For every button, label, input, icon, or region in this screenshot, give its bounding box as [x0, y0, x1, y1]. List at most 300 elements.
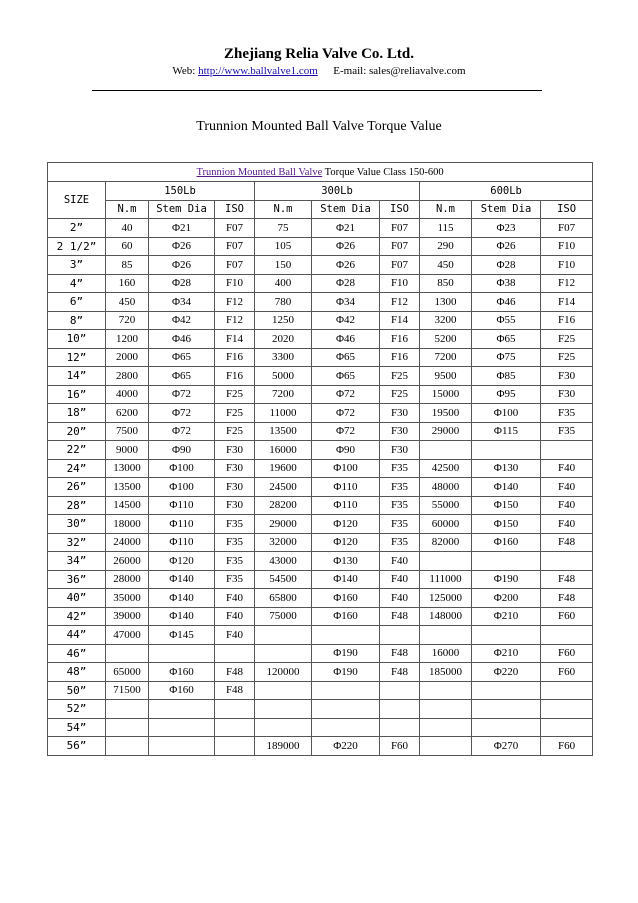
table-row	[48, 496, 593, 515]
cell-nm-600: 9500	[420, 367, 472, 386]
cell-stem-dia-300: Φ26	[312, 256, 380, 275]
cell-nm-150: 65000	[106, 663, 149, 682]
cell-stem-dia-150	[149, 644, 215, 663]
class-600lb-header: 600Lb	[420, 182, 593, 201]
cell-iso-300: F40	[380, 552, 420, 571]
cell-nm-300: 43000	[255, 552, 312, 571]
cell-iso-600	[541, 552, 593, 571]
cell-nm-150: 13500	[106, 478, 149, 497]
table-row	[48, 237, 593, 256]
iso-header: ISO	[380, 200, 420, 219]
cell-stem-dia-600	[472, 700, 541, 719]
cell-stem-dia-300: Φ120	[312, 533, 380, 552]
cell-iso-300: F12	[380, 293, 420, 312]
cell-stem-dia-300: Φ46	[312, 330, 380, 349]
cell-iso-150	[215, 700, 255, 719]
cell-iso-600: F10	[541, 256, 593, 275]
table-row	[48, 422, 593, 441]
cell-nm-600: 16000	[420, 644, 472, 663]
cell-stem-dia-150: Φ65	[149, 348, 215, 367]
cell-iso-600: F16	[541, 311, 593, 330]
table-row	[48, 700, 593, 719]
table-caption-row	[48, 163, 593, 182]
cell-stem-dia-300	[312, 700, 380, 719]
cell-stem-dia-300: Φ140	[312, 570, 380, 589]
cell-iso-600: F60	[541, 737, 593, 756]
cell-stem-dia-150: Φ140	[149, 570, 215, 589]
cell-size: 20”	[48, 422, 106, 441]
cell-nm-150	[106, 644, 149, 663]
cell-nm-150: 71500	[106, 681, 149, 700]
cell-stem-dia-300: Φ190	[312, 644, 380, 663]
website-link[interactable]: http://www.ballvalve1.com	[198, 65, 318, 77]
cell-stem-dia-600: Φ220	[472, 663, 541, 682]
cell-stem-dia-300: Φ160	[312, 607, 380, 626]
cell-nm-150	[106, 718, 149, 737]
cell-nm-600: 111000	[420, 570, 472, 589]
cell-stem-dia-300	[312, 718, 380, 737]
cell-nm-300	[255, 626, 312, 645]
cell-nm-300: 19600	[255, 459, 312, 478]
cell-stem-dia-600	[472, 718, 541, 737]
table-row	[48, 441, 593, 460]
cell-iso-150: F07	[215, 256, 255, 275]
cell-iso-150: F30	[215, 441, 255, 460]
iso-header: ISO	[215, 200, 255, 219]
cell-nm-300: 28200	[255, 496, 312, 515]
cell-iso-600: F35	[541, 404, 593, 423]
cell-iso-150	[215, 737, 255, 756]
cell-stem-dia-150: Φ46	[149, 330, 215, 349]
cell-stem-dia-600: Φ115	[472, 422, 541, 441]
cell-stem-dia-150: Φ72	[149, 404, 215, 423]
cell-iso-300: F48	[380, 663, 420, 682]
cell-iso-300: F14	[380, 311, 420, 330]
cell-stem-dia-300: Φ26	[312, 237, 380, 256]
caption-link[interactable]: Trunnion Mounted Ball Valve	[196, 166, 323, 178]
cell-size: 50”	[48, 681, 106, 700]
table-row	[48, 515, 593, 534]
cell-iso-300	[380, 718, 420, 737]
cell-stem-dia-300: Φ110	[312, 496, 380, 515]
cell-nm-600: 7200	[420, 348, 472, 367]
cell-nm-150: 160	[106, 274, 149, 293]
cell-nm-300: 2020	[255, 330, 312, 349]
cell-iso-300: F30	[380, 422, 420, 441]
cell-iso-600	[541, 718, 593, 737]
cell-iso-600: F07	[541, 219, 593, 238]
cell-iso-600: F10	[541, 237, 593, 256]
table-row	[48, 348, 593, 367]
cell-nm-150: 4000	[106, 385, 149, 404]
cell-nm-600: 290	[420, 237, 472, 256]
cell-nm-150: 2800	[106, 367, 149, 386]
table-row	[48, 478, 593, 497]
cell-stem-dia-300	[312, 681, 380, 700]
table-row	[48, 404, 593, 423]
cell-size: 28”	[48, 496, 106, 515]
size-header: SIZE	[48, 182, 106, 219]
table-row	[48, 219, 593, 238]
cell-nm-300: 1250	[255, 311, 312, 330]
cell-stem-dia-600: Φ95	[472, 385, 541, 404]
cell-iso-300	[380, 700, 420, 719]
cell-iso-150: F48	[215, 663, 255, 682]
cell-nm-150: 18000	[106, 515, 149, 534]
email-text: E-mail: sales@reliavalve.com	[333, 65, 466, 77]
cell-iso-600: F60	[541, 644, 593, 663]
cell-iso-600: F60	[541, 607, 593, 626]
cell-nm-300: 75	[255, 219, 312, 238]
cell-iso-300: F07	[380, 256, 420, 275]
cell-size: 42”	[48, 607, 106, 626]
cell-iso-300: F25	[380, 385, 420, 404]
cell-stem-dia-150: Φ34	[149, 293, 215, 312]
cell-stem-dia-300: Φ220	[312, 737, 380, 756]
cell-size: 14”	[48, 367, 106, 386]
cell-size: 2”	[48, 219, 106, 238]
cell-stem-dia-300: Φ100	[312, 459, 380, 478]
nm-header: N.m	[420, 200, 472, 219]
cell-iso-300: F60	[380, 737, 420, 756]
table-row	[48, 330, 593, 349]
cell-nm-300: 150	[255, 256, 312, 275]
cell-stem-dia-600: Φ100	[472, 404, 541, 423]
table-row	[48, 385, 593, 404]
cell-stem-dia-300: Φ90	[312, 441, 380, 460]
cell-iso-300: F35	[380, 533, 420, 552]
cell-iso-600: F40	[541, 496, 593, 515]
table-row	[48, 256, 593, 275]
cell-stem-dia-300: Φ65	[312, 348, 380, 367]
cell-stem-dia-150: Φ42	[149, 311, 215, 330]
cell-nm-600	[420, 626, 472, 645]
cell-nm-600: 60000	[420, 515, 472, 534]
web-label: Web:	[172, 65, 196, 77]
cell-nm-150: 40	[106, 219, 149, 238]
table-row	[48, 274, 593, 293]
cell-iso-300: F40	[380, 589, 420, 608]
cell-stem-dia-600	[472, 552, 541, 571]
cell-nm-600: 148000	[420, 607, 472, 626]
cell-stem-dia-300: Φ34	[312, 293, 380, 312]
caption-text: Torque Value Class 150-600	[322, 166, 444, 178]
cell-iso-150: F16	[215, 367, 255, 386]
cell-iso-300: F35	[380, 478, 420, 497]
cell-stem-dia-600: Φ65	[472, 330, 541, 349]
torque-table	[47, 162, 593, 756]
cell-iso-300: F16	[380, 348, 420, 367]
cell-stem-dia-300: Φ130	[312, 552, 380, 571]
cell-stem-dia-150: Φ140	[149, 607, 215, 626]
cell-size: 36”	[48, 570, 106, 589]
table-row	[48, 552, 593, 571]
cell-nm-150: 13000	[106, 459, 149, 478]
stem-dia-header: Stem Dia	[149, 200, 215, 219]
table-row	[48, 626, 593, 645]
cell-stem-dia-300: Φ21	[312, 219, 380, 238]
cell-iso-600: F48	[541, 533, 593, 552]
cell-nm-150	[106, 700, 149, 719]
cell-nm-150: 47000	[106, 626, 149, 645]
cell-iso-300: F35	[380, 459, 420, 478]
cell-iso-150: F25	[215, 422, 255, 441]
cell-iso-150: F35	[215, 515, 255, 534]
cell-iso-150: F07	[215, 237, 255, 256]
cell-nm-150: 60	[106, 237, 149, 256]
cell-iso-150: F30	[215, 496, 255, 515]
cell-stem-dia-300: Φ72	[312, 385, 380, 404]
cell-nm-300: 11000	[255, 404, 312, 423]
cell-stem-dia-600: Φ26	[472, 237, 541, 256]
cell-nm-300: 54500	[255, 570, 312, 589]
cell-iso-300: F35	[380, 515, 420, 534]
cell-stem-dia-150: Φ120	[149, 552, 215, 571]
cell-stem-dia-300: Φ42	[312, 311, 380, 330]
cell-nm-150: 35000	[106, 589, 149, 608]
cell-stem-dia-150: Φ160	[149, 663, 215, 682]
cell-iso-150: F35	[215, 533, 255, 552]
cell-size: 26”	[48, 478, 106, 497]
cell-stem-dia-300: Φ28	[312, 274, 380, 293]
cell-stem-dia-150: Φ90	[149, 441, 215, 460]
cell-iso-300: F30	[380, 441, 420, 460]
cell-iso-600: F40	[541, 459, 593, 478]
cell-stem-dia-300	[312, 626, 380, 645]
cell-nm-150: 720	[106, 311, 149, 330]
cell-nm-300: 29000	[255, 515, 312, 534]
cell-iso-150	[215, 718, 255, 737]
cell-iso-300: F10	[380, 274, 420, 293]
cell-iso-150: F35	[215, 570, 255, 589]
cell-nm-600	[420, 441, 472, 460]
table-row	[48, 533, 593, 552]
cell-stem-dia-600: Φ210	[472, 607, 541, 626]
cell-iso-300: F30	[380, 404, 420, 423]
cell-iso-150	[215, 644, 255, 663]
cell-size: 56”	[48, 737, 106, 756]
cell-stem-dia-600: Φ38	[472, 274, 541, 293]
cell-stem-dia-150: Φ26	[149, 237, 215, 256]
cell-nm-600: 185000	[420, 663, 472, 682]
cell-stem-dia-150	[149, 700, 215, 719]
cell-nm-600: 450	[420, 256, 472, 275]
cell-size: 32”	[48, 533, 106, 552]
cell-size: 30”	[48, 515, 106, 534]
cell-iso-150: F10	[215, 274, 255, 293]
cell-nm-600: 125000	[420, 589, 472, 608]
class-150lb-header: 150Lb	[106, 182, 255, 201]
cell-iso-300	[380, 626, 420, 645]
cell-size: 16”	[48, 385, 106, 404]
cell-iso-150: F40	[215, 589, 255, 608]
cell-nm-600: 29000	[420, 422, 472, 441]
cell-nm-600: 55000	[420, 496, 472, 515]
cell-stem-dia-600: Φ130	[472, 459, 541, 478]
cell-nm-300: 105	[255, 237, 312, 256]
cell-stem-dia-150: Φ72	[149, 385, 215, 404]
cell-size: 2 1/2”	[48, 237, 106, 256]
cell-nm-600	[420, 681, 472, 700]
cell-stem-dia-150: Φ145	[149, 626, 215, 645]
cell-iso-600: F60	[541, 663, 593, 682]
cell-stem-dia-600: Φ210	[472, 644, 541, 663]
cell-iso-300: F07	[380, 219, 420, 238]
cell-iso-600: F48	[541, 589, 593, 608]
cell-nm-600: 3200	[420, 311, 472, 330]
cell-iso-300: F48	[380, 607, 420, 626]
cell-nm-600: 850	[420, 274, 472, 293]
cell-nm-300: 65800	[255, 589, 312, 608]
nm-header: N.m	[106, 200, 149, 219]
cell-iso-150: F40	[215, 607, 255, 626]
cell-nm-300: 75000	[255, 607, 312, 626]
cell-nm-600: 42500	[420, 459, 472, 478]
cell-stem-dia-300: Φ72	[312, 404, 380, 423]
cell-stem-dia-600: Φ190	[472, 570, 541, 589]
cell-nm-600: 19500	[420, 404, 472, 423]
cell-stem-dia-600	[472, 626, 541, 645]
cell-nm-300	[255, 681, 312, 700]
cell-nm-150: 6200	[106, 404, 149, 423]
table-row	[48, 607, 593, 626]
cell-nm-300: 32000	[255, 533, 312, 552]
cell-nm-600	[420, 737, 472, 756]
cell-iso-300: F48	[380, 644, 420, 663]
cell-size: 4”	[48, 274, 106, 293]
cell-iso-600: F30	[541, 385, 593, 404]
cell-nm-300: 189000	[255, 737, 312, 756]
cell-iso-600: F48	[541, 570, 593, 589]
cell-stem-dia-150: Φ160	[149, 681, 215, 700]
cell-size: 18”	[48, 404, 106, 423]
cell-nm-150: 9000	[106, 441, 149, 460]
cell-iso-150: F25	[215, 385, 255, 404]
cell-nm-600: 82000	[420, 533, 472, 552]
cell-stem-dia-150	[149, 718, 215, 737]
cell-size: 34”	[48, 552, 106, 571]
cell-iso-600: F35	[541, 422, 593, 441]
cell-iso-150: F30	[215, 478, 255, 497]
cell-nm-300: 3300	[255, 348, 312, 367]
cell-size: 22”	[48, 441, 106, 460]
header-divider	[92, 90, 542, 91]
cell-stem-dia-600: Φ75	[472, 348, 541, 367]
cell-nm-300: 5000	[255, 367, 312, 386]
cell-nm-600: 48000	[420, 478, 472, 497]
cell-iso-600: F40	[541, 478, 593, 497]
cell-stem-dia-600: Φ150	[472, 496, 541, 515]
cell-nm-300: 16000	[255, 441, 312, 460]
cell-iso-300: F25	[380, 367, 420, 386]
cell-nm-600: 5200	[420, 330, 472, 349]
cell-nm-150: 2000	[106, 348, 149, 367]
cell-iso-150: F12	[215, 311, 255, 330]
nm-header: N.m	[255, 200, 312, 219]
cell-nm-300: 7200	[255, 385, 312, 404]
cell-stem-dia-600: Φ160	[472, 533, 541, 552]
cell-stem-dia-600: Φ200	[472, 589, 541, 608]
company-name: Zhejiang Relia Valve Co. Ltd.	[223, 46, 415, 62]
cell-size: 46”	[48, 644, 106, 663]
cell-nm-150	[106, 737, 149, 756]
cell-size: 40”	[48, 589, 106, 608]
cell-stem-dia-600	[472, 681, 541, 700]
cell-iso-600	[541, 441, 593, 460]
cell-stem-dia-150: Φ110	[149, 496, 215, 515]
table-row	[48, 293, 593, 312]
cell-stem-dia-150: Φ21	[149, 219, 215, 238]
cell-stem-dia-600: Φ23	[472, 219, 541, 238]
cell-stem-dia-600: Φ270	[472, 737, 541, 756]
table-row	[48, 718, 593, 737]
cell-stem-dia-300: Φ65	[312, 367, 380, 386]
table-row	[48, 589, 593, 608]
cell-iso-300: F16	[380, 330, 420, 349]
cell-stem-dia-600: Φ150	[472, 515, 541, 534]
cell-size: 12”	[48, 348, 106, 367]
table-row	[48, 570, 593, 589]
cell-nm-300	[255, 718, 312, 737]
cell-stem-dia-150: Φ26	[149, 256, 215, 275]
cell-stem-dia-150: Φ28	[149, 274, 215, 293]
cell-nm-300: 780	[255, 293, 312, 312]
cell-stem-dia-150: Φ100	[149, 459, 215, 478]
cell-iso-600	[541, 626, 593, 645]
cell-nm-150: 1200	[106, 330, 149, 349]
cell-iso-600: F25	[541, 348, 593, 367]
cell-size: 48”	[48, 663, 106, 682]
cell-size: 6”	[48, 293, 106, 312]
cell-stem-dia-600: Φ85	[472, 367, 541, 386]
cell-nm-150: 28000	[106, 570, 149, 589]
cell-stem-dia-600: Φ55	[472, 311, 541, 330]
table-row	[48, 459, 593, 478]
cell-iso-150: F16	[215, 348, 255, 367]
cell-iso-150: F48	[215, 681, 255, 700]
cell-stem-dia-150: Φ110	[149, 533, 215, 552]
cell-size: 3”	[48, 256, 106, 275]
cell-nm-600	[420, 700, 472, 719]
table-row	[48, 663, 593, 682]
cell-stem-dia-300: Φ120	[312, 515, 380, 534]
table-row	[48, 644, 593, 663]
cell-iso-600: F12	[541, 274, 593, 293]
cell-nm-150: 14500	[106, 496, 149, 515]
cell-nm-600: 115	[420, 219, 472, 238]
cell-iso-300: F35	[380, 496, 420, 515]
cell-stem-dia-300: Φ72	[312, 422, 380, 441]
cell-iso-150: F40	[215, 626, 255, 645]
cell-iso-600: F14	[541, 293, 593, 312]
cell-iso-600: F40	[541, 515, 593, 534]
table-row	[48, 681, 593, 700]
table-row	[48, 367, 593, 386]
cell-nm-600: 15000	[420, 385, 472, 404]
cell-nm-300: 24500	[255, 478, 312, 497]
cell-nm-300: 120000	[255, 663, 312, 682]
cell-iso-150: F25	[215, 404, 255, 423]
cell-size: 54”	[48, 718, 106, 737]
stem-dia-header: Stem Dia	[472, 200, 541, 219]
table-row	[48, 737, 593, 756]
cell-nm-150: 85	[106, 256, 149, 275]
document-title: Trunnion Mounted Ball Valve Torque Value	[196, 119, 442, 134]
cell-iso-600: F30	[541, 367, 593, 386]
cell-nm-150: 7500	[106, 422, 149, 441]
subheader-row	[48, 200, 593, 219]
cell-stem-dia-300: Φ190	[312, 663, 380, 682]
